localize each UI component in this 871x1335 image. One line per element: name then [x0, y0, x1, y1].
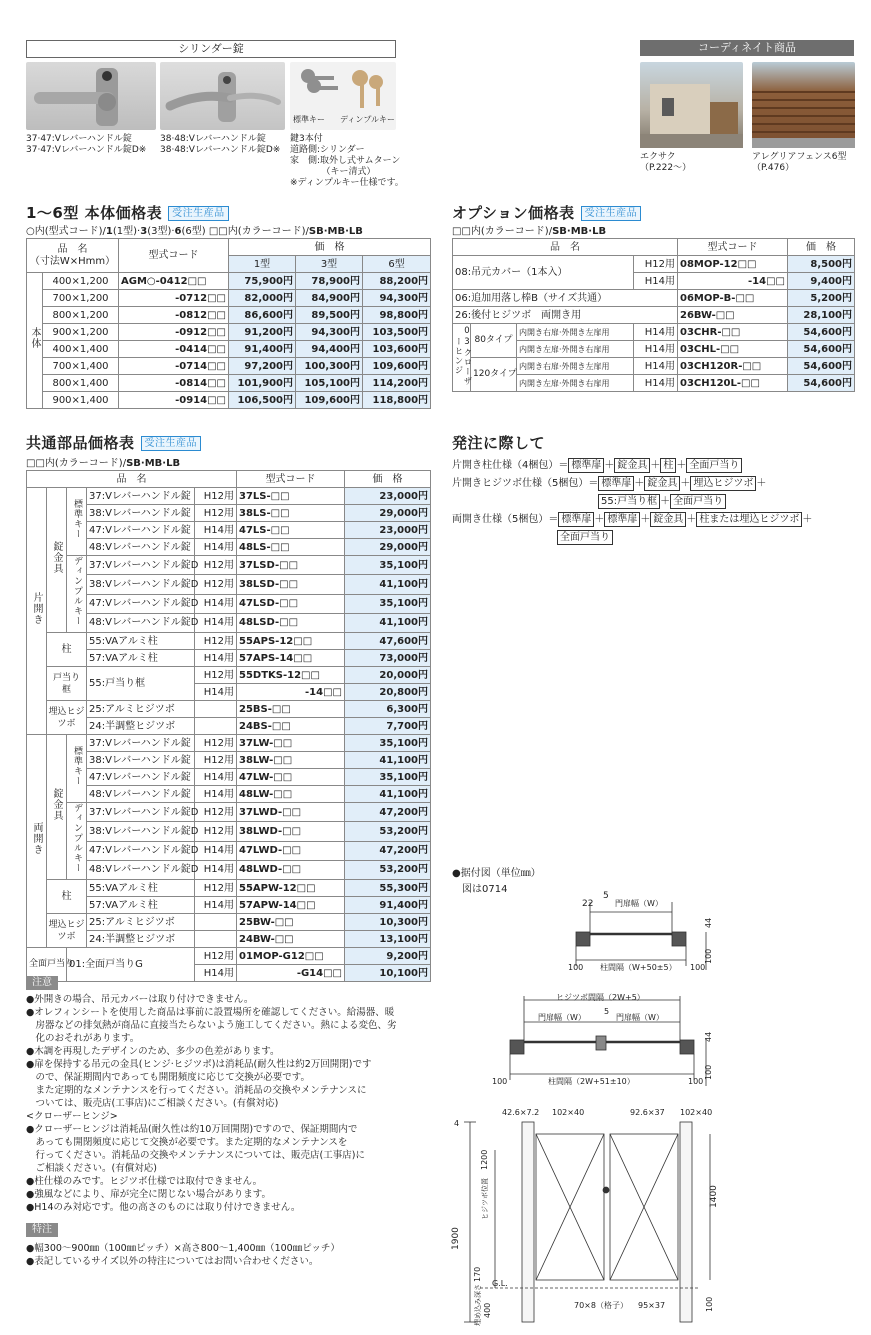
dim-lattice: 70×8（格子）	[574, 1301, 628, 1310]
part-name: 38:Vレバーハンドル錠	[87, 505, 195, 522]
dim-door-left: 門扉幅（W）	[538, 1013, 586, 1022]
part-name: 48:Vレバーハンドル錠	[87, 786, 195, 803]
code-cell: -0414□□	[119, 341, 229, 358]
main-table-row	[27, 307, 431, 324]
part-code: 48LWD-□□	[237, 860, 345, 879]
price-type6: 88,200円	[363, 273, 431, 290]
group-stop: 戸当り框	[47, 667, 87, 701]
size-cell: 700×1,400	[43, 358, 119, 375]
price-type3: 105,100円	[296, 375, 363, 392]
part-price: 35,100円	[345, 594, 431, 613]
dim-102-40-b: 102×40	[680, 1108, 713, 1117]
keys-icon	[290, 62, 396, 116]
common-table-row	[27, 505, 431, 522]
full-stop-label: 全面戸当り	[27, 948, 67, 982]
made-to-order-badge: 受注生産品	[581, 206, 642, 221]
size-cell: 400×1,200	[43, 273, 119, 290]
main-table-row	[27, 324, 431, 341]
part-price: 47,200円	[345, 803, 431, 822]
hinge-position-label: ヒジツボ位置	[481, 1178, 489, 1220]
code-cell: AGM○-0412□□	[119, 273, 229, 290]
dimple-key-label: ディンプルキー	[340, 115, 396, 124]
price-type3: 94,400円	[296, 341, 363, 358]
part-name: 55:VAアルミ柱	[87, 880, 195, 897]
price-type3: 84,900円	[296, 290, 363, 307]
part-price: 29,000円	[345, 539, 431, 556]
price-type6: 114,200円	[363, 375, 431, 392]
part-name: 38:Vレバーハンドル錠D	[87, 822, 195, 841]
part-height: H12用	[195, 880, 237, 897]
option-table-title: オプション価格表 受注生産品	[452, 202, 641, 223]
main-table-row	[27, 341, 431, 358]
part-name: 48:Vレバーハンドル錠	[87, 539, 195, 556]
notes-text: ●外開きの場合、吊元カバーは取り付けできません。 ●オレフィンシートを使用した商品は事前に設置場所を確認してください。給湯器、暖 房器などの排気熱が商品に直接当たらないよう施工してください。熱による変色、劣 化のおそれがあります。 ●木調を再現したデザインのため、多少の色差があります。 ●扉を保持する吊元の金具(ヒンジ·ヒジツボ)は消耗品(耐久性は約2万回開閉)です ので、保証期間内であっても開閉頻度に応じて交換が必要です。 また定期的なメンテナンスを行ってください。消耗品の交換やメンテナンスに ついては、販売店(工事店)にご相談ください。(有償対応) <クローザーヒンジ> ●クローザーヒンジは消耗品(耐久性は約10万回開閉)ですので、保証期間内で あっても開閉頻度に応じて交換が必要です。また定期的なメンテナンスを 行ってください。消耗品の交換やメンテナンスについては、販売店(工事店)に ご相談ください。(有償対応) ●柱仕様のみです。ヒジツボ仕様では取付できません。 ●強風などにより、扉が完全に閉じない場合があります。 ●H14のみ対応です。他の高さのものには取り付けできません。	[26, 994, 397, 1213]
common-table-row	[27, 880, 431, 897]
part-code: 48LS-□□	[237, 539, 345, 556]
dim-door-right: 門扉幅（W）	[616, 1013, 664, 1022]
dim-hinge-span: ヒジツボ間隔（2W+5）	[556, 993, 645, 1002]
common-table-row	[27, 735, 431, 752]
part-name: 37:Vレバーハンドル錠D	[87, 556, 195, 575]
side-kata_rows: 片開き	[27, 488, 47, 735]
part-name: 25:アルミヒジツボ	[87, 914, 195, 931]
code-cell: -0914□□	[119, 392, 229, 409]
main-table-row	[27, 358, 431, 375]
part-name: 37:Vレバーハンドル錠	[87, 488, 195, 505]
part-code: 47LSD-□□	[237, 594, 345, 613]
order-line-2: 片開きヒジツボ仕様（5梱包）＝ 標準扉 ＋ 錠金具 ＋ 埋込ヒジツボ ＋	[452, 478, 767, 489]
part-code: -14□□	[237, 684, 345, 701]
part-code: 37LS-□□	[237, 488, 345, 505]
code-cell: -0812□□	[119, 307, 229, 324]
dim-5: 5	[603, 891, 609, 901]
part-code: 48LSD-□□	[237, 613, 345, 632]
part-code: 37LSD-□□	[237, 556, 345, 575]
part-name: 48:Vレバーハンドル錠D	[87, 613, 195, 632]
part-price: 23,000円	[345, 522, 431, 539]
dim-post-span-b: 柱間隔（2W+51±10）	[548, 1077, 635, 1086]
coordinate-item-exsac[interactable]: エクサク （P.222〜）	[640, 152, 692, 173]
part-name: 57:VAアルミ柱	[87, 897, 195, 914]
dim-92-6: 92.6×37	[630, 1108, 665, 1117]
part-code: 55DTKS-12□□	[237, 667, 345, 684]
fence-photo	[752, 62, 855, 148]
part-code: 47LW-□□	[237, 769, 345, 786]
group-post: 柱	[47, 880, 87, 914]
group-dimple-key: ディンプルキー	[67, 556, 87, 633]
price-type6: 109,600円	[363, 358, 431, 375]
common-table-row	[27, 522, 431, 539]
code-cell: -0912□□	[119, 324, 229, 341]
col-type3: 3型	[296, 256, 363, 273]
common-table-row	[27, 769, 431, 786]
dim-100-right-b: 100	[688, 1077, 704, 1086]
group-embed: 埋込ヒジツボ	[47, 701, 87, 735]
installation-diagram	[440, 890, 860, 1330]
made-to-order-badge: 受注生産品	[168, 206, 229, 221]
col-type6: 6型	[363, 256, 431, 273]
part-price: 47,200円	[345, 841, 431, 860]
opt-row-retro-hinge: 26:後付ヒジツボ 両開き用	[453, 307, 678, 324]
price-type6: 98,800円	[363, 307, 431, 324]
group-std-key: 標準キー	[67, 735, 87, 803]
part-name: 55:戸当り框	[87, 667, 195, 701]
group-lock: 錠金具	[47, 735, 67, 880]
part-price: 13,100円	[345, 931, 431, 948]
dim-100-depth-b: 100	[704, 1064, 713, 1080]
price-type3: 100,300円	[296, 358, 363, 375]
part-name: 47:Vレバーハンドル錠	[87, 522, 195, 539]
part-code: 24BS-□□	[237, 718, 345, 735]
option-price-table: 品 名 型式コード 価 格 08:吊元カバー（1本入） H12用 08MOP-12□□ 8,500円 H14用 -14□□ 9,400円 06:追加用落し棒B（サイズ共通） 06MOP-B-□□ 5,200円 26:後付ヒジツボ 両開き用 26BW-□□ 28,100円 03クローザーヒンジ 80タイプ 内開き右扉·外開き左扉用 H14用 03CHR-□□ 54,600円 内開き左扉·外開き右扉用 H14用 03CHL-□□ 54,600円 120タイプ 内開き右扉·外開き左扉用 H14用 03CH120R-□□ 54,600円 内開き左扉·外開き右扉用 H14用 03CH120L-□□ 54,600円	[452, 238, 855, 392]
dim-1400: 1400	[709, 1185, 719, 1208]
common-table-row	[27, 786, 431, 803]
part-price: 41,100円	[345, 786, 431, 803]
common-table-row	[27, 860, 431, 879]
dim-4: 4	[454, 1119, 460, 1128]
common-table-row	[27, 556, 431, 575]
dim-100-left: 100	[568, 963, 584, 972]
part-height: H14用	[195, 897, 237, 914]
part-code: 48LW-□□	[237, 786, 345, 803]
part-code: 38LSD-□□	[237, 575, 345, 594]
group-std-key: 標準キー	[67, 488, 87, 556]
part-name: 47:Vレバーハンドル錠D	[87, 841, 195, 860]
dim-44b: 44	[704, 1031, 713, 1042]
dim-1900: 1900	[451, 1227, 461, 1250]
price-type1: 91,200円	[229, 324, 296, 341]
price-type1: 82,000円	[229, 290, 296, 307]
part-price: 20,800円	[345, 684, 431, 701]
part-height: H12用	[195, 633, 237, 650]
part-price: 35,100円	[345, 769, 431, 786]
part-name: 24:半調整ヒジツボ	[87, 718, 195, 735]
part-code: 47LWD-□□	[237, 841, 345, 860]
notes-label: 注意	[26, 976, 58, 990]
part-height: H14用	[195, 650, 237, 667]
main-price-table	[26, 238, 431, 409]
part-price: 91,400円	[345, 897, 431, 914]
size-cell: 700×1,200	[43, 290, 119, 307]
part-name: 24:半調整ヒジツボ	[87, 931, 195, 948]
caption-37-47: 37·47:Vレバーハンドル錠 37·47:Vレバーハンドル錠D※	[26, 134, 147, 155]
dim-102-40-a: 102×40	[552, 1108, 585, 1117]
part-code: 55APW-12□□	[237, 880, 345, 897]
common-table-row	[27, 803, 431, 822]
order-line-1: 片開き柱仕様（4梱包）＝ 標準扉 ＋ 錠金具 ＋ 柱 ＋ 全面戸当り	[452, 458, 742, 474]
common-price-table: 品 名 型式コード 価 格 片開き 錠金具 標準キー 37:Vレバーハンドル錠 H12用 37LS-□□ 23,000円 38:Vレバーハンドル錠 H12用 38LS-□□ 29,000円 47:Vレバーハンドル錠 H14用 47LS-□□ 23,000円 48:Vレバーハンドル錠 H14用 48LS-□□ 29,000円 ディンプルキー 37:Vレバーハンドル錠D H12用 37LSD-□□ 35,100円 38:Vレバーハンドル錠D H12用 38LSD-□□ 41,100円 47:Vレバーハンドル錠D H14用 47LSD-□□ 35,100円 48:Vレバーハンドル錠D H14用 48LSD-□□ 41,100円 柱 55:VAアルミ柱 H12用 55APS-12□□ 47,600円 57:VAアルミ柱 H14用 57APS-14□□ 73,000円 戸当り框 55:戸当り框 H12用 55DTKS-12□□ 20,000円 H14用 -14□□ 20,800円 埋込ヒジツボ 25:アルミヒジツボ 25BS-□□ 6,300円 24:半調整ヒジツボ 24BS-□□ 7,700円 両開き 錠金具 標準キー 37:Vレバーハンドル錠 H12用 37LW-□□ 35,100円 38:Vレバーハンドル錠 H12用 38LW-□□ 41,100円 47:Vレバーハンドル錠 H14用 47LW-□□ 35,100円 48:Vレバーハンドル錠 H14用 48LW-□□ 41,100円 ディンプルキー 37:Vレバーハンドル錠D H12用 37LWD-□□ 47,200円 38:Vレバーハンドル錠D H12用 38LWD-□□ 53,200円 47:Vレバーハンドル錠D H14用 47LWD-□□ 47,200円 48:Vレバーハンドル錠D H14用 48LWD-□□ 53,200円 柱 55:VAアルミ柱 H12用 55APW-12□□ 55,300円 57:VAアルミ柱 H14用 57APW-14□□ 91,400円 埋込ヒジツボ 25:アルミヒジツボ 25BW-□□ 10,300円 24:半調整ヒジツボ 24BW-□□ 13,100円 全面戸当り 01:全面戸当りG H12用 01MOP-G12□□ 9,200円 H14用 -G14□□ 10,100円	[26, 470, 431, 982]
fence-icon	[752, 62, 855, 148]
part-price: 41,100円	[345, 575, 431, 594]
special-order-text: ●幅300〜900㎜（100㎜ピッチ）×高さ800〜1,400㎜（100㎜ピッチ） ●表記しているサイズ以外の特注についてはお問い合わせください。	[26, 1243, 340, 1267]
part-price: 73,000円	[345, 650, 431, 667]
common-table-row	[27, 822, 431, 841]
part-price: 41,100円	[345, 752, 431, 769]
price-type6: 103,500円	[363, 324, 431, 341]
lever-handle-icon-2	[160, 62, 285, 130]
dim-42-6: 42.6×7.2	[502, 1108, 540, 1117]
part-height: H14用	[195, 539, 237, 556]
part-height	[195, 701, 237, 718]
lever-handle-photo-1	[26, 62, 156, 130]
code-08MOP-12: 08MOP-12□□	[678, 256, 788, 273]
common-table-row	[27, 841, 431, 860]
option-table-note: □□内(カラーコード)/SB·MB·LB	[452, 226, 607, 237]
main-table-title: 1〜6型 本体価格表 受注生産品	[26, 202, 229, 223]
opt-row-drop-bolt: 06:追加用落し棒B（サイズ共通）	[453, 290, 678, 307]
ground-level-label: G.L.	[492, 1279, 508, 1288]
dim-1200: 1200	[480, 1149, 489, 1170]
side-ryo_rows: 両開き	[27, 735, 47, 948]
part-height: H14用	[195, 841, 237, 860]
common-table-row	[27, 650, 431, 667]
common-table-row	[27, 575, 431, 594]
part-height	[195, 914, 237, 931]
made-to-order-badge: 受注生産品	[141, 436, 202, 451]
dim-100-left-b: 100	[492, 1077, 508, 1086]
part-name: 38:Vレバーハンドル錠	[87, 752, 195, 769]
dim-100-depth: 100	[704, 948, 713, 964]
part-code: 37LW-□□	[237, 735, 345, 752]
part-height: H12用	[195, 803, 237, 822]
opt-closer-side: 03クローザーヒンジ	[453, 324, 471, 392]
group-post: 柱	[47, 633, 87, 667]
size-cell: 400×1,400	[43, 341, 119, 358]
cylinder-header: シリンダー錠	[26, 40, 396, 58]
caption-38-48: 38·48:Vレバーハンドル錠 38·48:Vレバーハンドル錠D※	[160, 134, 281, 155]
part-height: H14用	[195, 860, 237, 879]
common-table-row	[27, 701, 431, 718]
part-name: 57:VAアルミ柱	[87, 650, 195, 667]
group-embed: 埋込ヒジツボ	[47, 914, 87, 948]
part-price: 35,100円	[345, 556, 431, 575]
part-price: 29,000円	[345, 505, 431, 522]
diagram-title: ●据付図（単位㎜）	[452, 868, 541, 879]
dim-170: 170	[473, 1266, 482, 1282]
part-code: 55APS-12□□	[237, 633, 345, 650]
part-height: H12用	[195, 752, 237, 769]
price-type1: 91,400円	[229, 341, 296, 358]
price-type3: 109,600円	[296, 392, 363, 409]
code-cell: -0712□□	[119, 290, 229, 307]
price-type1: 86,600円	[229, 307, 296, 324]
part-name: 25:アルミヒジツボ	[87, 701, 195, 718]
price-type1: 97,200円	[229, 358, 296, 375]
caption-keys: 鍵3本付 道路側:シリンダー 家 側:取外し式サムターン （キー清式） ※ディンプルキー仕様です。	[290, 134, 404, 188]
part-code: 24BW-□□	[237, 931, 345, 948]
part-height: H12用	[195, 667, 237, 684]
opt-col-price: 価 格	[788, 239, 855, 256]
part-name: 55:VAアルミ柱	[87, 633, 195, 650]
common-table-row	[27, 718, 431, 735]
dim-400: 400	[483, 1302, 492, 1318]
part-price: 6,300円	[345, 701, 431, 718]
part-price: 7,700円	[345, 718, 431, 735]
group-dimple-key: ディンプルキー	[67, 803, 87, 880]
part-price: 20,000円	[345, 667, 431, 684]
price-type6: 118,800円	[363, 392, 431, 409]
coordinate-header: コーディネイト商品	[640, 40, 854, 56]
main-table-row	[27, 392, 431, 409]
code-08MOP-14: -14□□	[678, 273, 788, 290]
part-code: 57APW-14□□	[237, 897, 345, 914]
common-table-row	[27, 539, 431, 556]
part-price: 41,100円	[345, 613, 431, 632]
order-line-3: 両開き仕様（5梱包）＝ 標準扉 ＋ 標準扉 ＋ 錠金具 ＋ 柱または埋込ヒジツボ ＋	[452, 514, 813, 525]
price-type1: 75,900円	[229, 273, 296, 290]
common-table-row	[27, 667, 431, 684]
coordinate-item-fence[interactable]: アレグリアフェンス6型 （P.476）	[752, 152, 847, 173]
part-height: H12用	[195, 488, 237, 505]
common-table-row	[27, 633, 431, 650]
order-title: 発注に際して	[452, 434, 546, 452]
dim-5b: 5	[604, 1007, 610, 1016]
size-cell: 900×1,200	[43, 324, 119, 341]
part-price: 47,600円	[345, 633, 431, 650]
part-code: 25BW-□□	[237, 914, 345, 931]
opt-row-hanger-cover: 08:吊元カバー（1本入）	[453, 256, 634, 290]
part-code: 38LWD-□□	[237, 822, 345, 841]
code-cell: -0814□□	[119, 375, 229, 392]
common-table-row	[27, 752, 431, 769]
part-height: H12用	[195, 575, 237, 594]
part-price: 55,300円	[345, 880, 431, 897]
order-line-3b: 全面戸当り	[557, 530, 613, 546]
part-name: 37:Vレバーハンドル錠	[87, 735, 195, 752]
part-height: H14用	[195, 684, 237, 701]
part-height: H14用	[195, 786, 237, 803]
price-type3: 78,900円	[296, 273, 363, 290]
opt-col-code: 型式コード	[678, 239, 788, 256]
part-code: 25BS-□□	[237, 701, 345, 718]
col-price: 価 格	[229, 239, 431, 256]
dim-95-37: 95×37	[638, 1301, 666, 1310]
part-price: 35,100円	[345, 735, 431, 752]
size-cell: 800×1,400	[43, 375, 119, 392]
part-height: H14用	[195, 594, 237, 613]
common-table-row	[27, 931, 431, 948]
order-line-2b: 55:戸当り框 ＋ 全面戸当り	[598, 494, 726, 510]
std-key-label: 標準キー	[293, 115, 325, 124]
main-table-row	[27, 290, 431, 307]
part-price: 53,200円	[345, 822, 431, 841]
common-table-row	[27, 914, 431, 931]
common-table-note: □□内(カラーコード)/SB·MB·LB	[26, 458, 181, 469]
lever-handle-icon	[26, 62, 156, 130]
part-name: 47:Vレバーハンドル錠	[87, 769, 195, 786]
main-table-row	[27, 273, 431, 290]
part-code: 38LS-□□	[237, 505, 345, 522]
common-table-row	[27, 897, 431, 914]
lever-handle-photo-2	[160, 62, 285, 130]
price-type6: 94,300円	[363, 290, 431, 307]
dim-22: 22	[582, 899, 594, 909]
price-08MOP-14: 9,400円	[788, 273, 855, 290]
part-height: H12用	[195, 735, 237, 752]
part-name: 38:Vレバーハンドル錠D	[87, 575, 195, 594]
part-height: H14用	[195, 522, 237, 539]
part-code: 38LW-□□	[237, 752, 345, 769]
part-name: 37:Vレバーハンドル錠D	[87, 803, 195, 822]
part-height: H14用	[195, 769, 237, 786]
dim-44: 44	[704, 917, 713, 928]
price-type6: 103,600円	[363, 341, 431, 358]
dim-100-bottom: 100	[705, 1296, 714, 1312]
dim-post-span: 柱間隔（W+50±5）	[600, 963, 677, 972]
main-side-label: 本体	[27, 273, 43, 409]
price-08MOP-12: 8,500円	[788, 256, 855, 273]
part-height: H12用	[195, 822, 237, 841]
part-code: 47LS-□□	[237, 522, 345, 539]
part-height: H12用	[195, 556, 237, 575]
col-code: 型式コード	[119, 239, 229, 273]
part-name: 48:Vレバーハンドル錠D	[87, 860, 195, 879]
price-type3: 89,500円	[296, 307, 363, 324]
price-type1: 106,500円	[229, 392, 296, 409]
common-table-row	[27, 488, 431, 505]
part-height: H14用	[195, 613, 237, 632]
size-cell: 800×1,200	[43, 307, 119, 324]
group-lock: 錠金具	[47, 488, 67, 633]
part-price: 53,200円	[345, 860, 431, 879]
part-price: 23,000円	[345, 488, 431, 505]
col-type1: 1型	[229, 256, 296, 273]
common-table-title: 共通部品価格表 受注生産品	[26, 432, 201, 453]
col-name-size: 品 名 （寸法W×Hmm）	[27, 239, 119, 273]
size-cell: 900×1,400	[43, 392, 119, 409]
common-table-row	[27, 613, 431, 632]
price-type1: 101,900円	[229, 375, 296, 392]
main-table-row	[27, 375, 431, 392]
special-order-label: 特注	[26, 1223, 58, 1237]
part-height: H12用	[195, 505, 237, 522]
house-icon	[640, 62, 743, 148]
dim-100-right: 100	[690, 963, 706, 972]
part-code: 57APS-14□□	[237, 650, 345, 667]
diagram-subtitle: 図は0714	[462, 884, 508, 895]
main-table-note: ○内(型式コード)/1(1型)·3(3型)·6(6型) □□内(カラーコード)/SB·MB·LB	[26, 226, 363, 237]
part-name: 47:Vレバーハンドル錠D	[87, 594, 195, 613]
exsac-photo	[640, 62, 743, 148]
common-table-row	[27, 594, 431, 613]
part-height	[195, 718, 237, 735]
opt-col-name: 品 名	[453, 239, 678, 256]
price-type3: 94,300円	[296, 324, 363, 341]
part-price: 10,300円	[345, 914, 431, 931]
dim-door-width: 門扉幅（W）	[615, 899, 663, 908]
part-height	[195, 931, 237, 948]
embed-depth-label: 埋め込み深さ	[474, 1284, 482, 1326]
code-cell: -0714□□	[119, 358, 229, 375]
keys-photo	[290, 62, 396, 130]
part-code: 37LWD-□□	[237, 803, 345, 822]
